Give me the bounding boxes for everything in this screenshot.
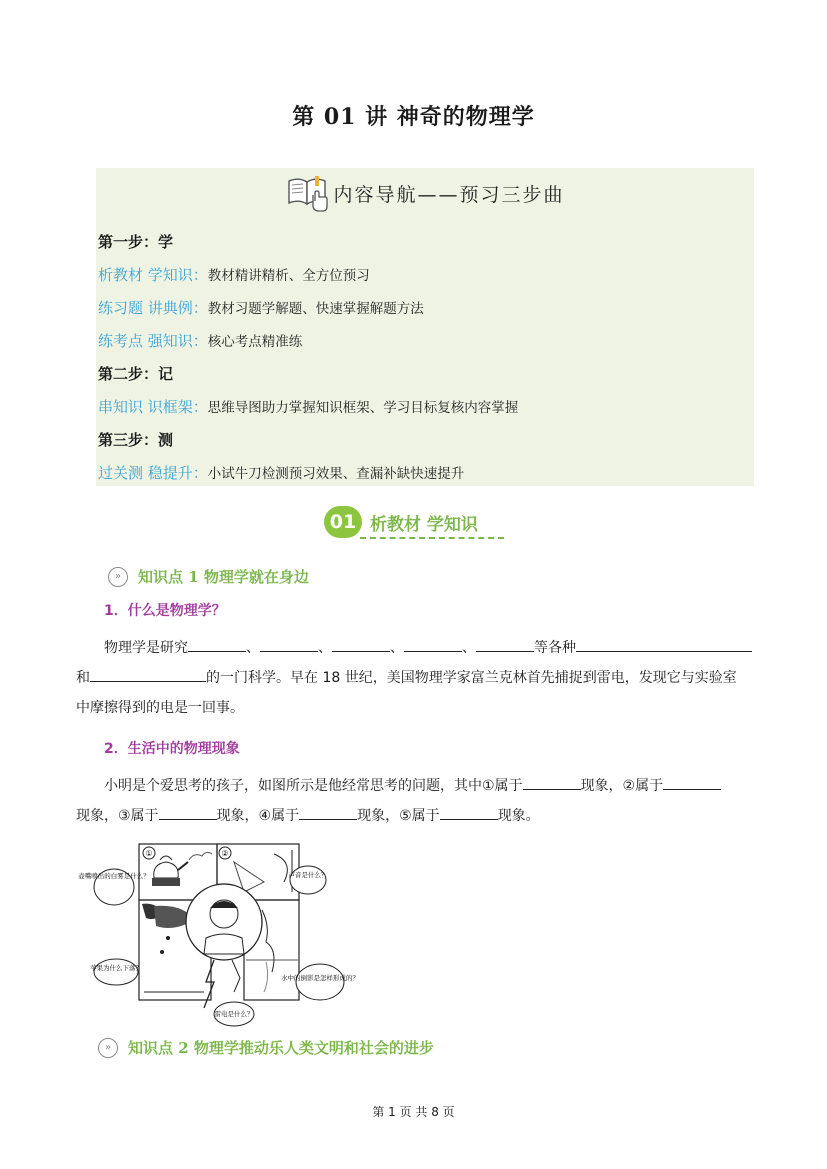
- text-segment: 中摩擦得到的电是一回事。: [76, 700, 244, 716]
- knowledge-point-2-title: 知识点 2 物理学推动乐人类文明和社会的进步: [128, 1039, 434, 1057]
- text-separator: 、: [462, 640, 476, 656]
- text-segment: 现象，⑤属于: [357, 808, 440, 824]
- figure-question-2: 声音是什么？: [288, 871, 328, 879]
- text-segment: 物理学是研究: [104, 640, 188, 656]
- step-1-label: 第一步：学: [98, 233, 174, 251]
- blank: [260, 637, 318, 652]
- text-segment: 小明是个爱思考的孩子，如图所示是他经常思考的问题，其中①属于: [104, 778, 523, 794]
- blank: [404, 637, 462, 652]
- nav-item-5-desc: 小试牛刀检测预习效果、查漏补缺快速提升: [207, 466, 465, 482]
- nav-item-1: [98, 265, 370, 286]
- double-chevron-icon: »: [108, 567, 128, 587]
- nav-item-3-label: 练考点 强知识：: [98, 332, 208, 350]
- book-pointer-icon: [285, 173, 331, 213]
- blank: [299, 805, 357, 820]
- section-underline: [360, 537, 504, 539]
- page-title: 第 01 讲 神奇的物理学: [292, 104, 535, 130]
- subheading-physics-in-life: 2．生活中的物理现象: [104, 741, 240, 757]
- nav-item-3-desc: 核心考点精准练: [207, 334, 303, 350]
- page-footer: 第 1 页 共 8 页: [372, 1105, 455, 1119]
- figure-question-3: 苹果为什么下落？: [90, 964, 142, 972]
- nav-item-3: [98, 331, 302, 352]
- text-separator: 、: [318, 640, 332, 656]
- figure-number-1: ①: [145, 849, 153, 858]
- text-separator: 、: [246, 640, 260, 656]
- nav-item-2: [98, 298, 424, 319]
- text-segment: 现象，②属于: [580, 778, 664, 794]
- subheading-what-is-physics: 1．什么是物理学？: [104, 603, 226, 619]
- text-segment: 和: [76, 670, 90, 686]
- step-1-heading: [98, 232, 173, 253]
- blank: [332, 637, 390, 652]
- nav-item-5-label: 过关测 稳提升：: [98, 464, 208, 482]
- nav-item-2-desc: 教材习题学解题、快速掌握解题方法: [207, 301, 424, 317]
- physics-questions-illustration: [78, 842, 359, 1028]
- blank: [523, 775, 581, 790]
- text-segment: 现象，③属于: [76, 808, 159, 824]
- blank: [188, 637, 246, 652]
- blank: [159, 805, 217, 820]
- nav-item-5: [98, 463, 464, 484]
- nav-item-4: [98, 397, 518, 418]
- paragraph-physics-definition: [76, 633, 756, 723]
- section-title: 析教材 学知识: [370, 514, 478, 535]
- text-segment: 现象。: [497, 808, 540, 824]
- nav-item-2-label: 练习题 讲典例：: [98, 299, 208, 317]
- text-segment: 等各种: [534, 640, 576, 656]
- section-number: 01: [324, 506, 362, 538]
- knowledge-point-1-heading: [108, 566, 309, 587]
- step-3-label: 第三步：测: [98, 431, 174, 449]
- blank: [663, 775, 721, 790]
- blank: [90, 667, 206, 682]
- knowledge-point-2-heading: [98, 1037, 434, 1058]
- figure-question-1: 壶嘴喷出的白雾是什么？: [78, 872, 150, 880]
- nav-item-4-desc: 思维导图助力掌握知识框架、学习目标复核内容掌握: [207, 400, 519, 416]
- double-chevron-icon: »: [98, 1038, 118, 1058]
- nav-title: 内容导航——预习三步曲: [333, 183, 565, 206]
- step-3-heading: [98, 430, 173, 451]
- text-separator: 、: [390, 640, 404, 656]
- nav-header: [96, 174, 754, 212]
- content-navigation-box: [96, 168, 754, 486]
- text-segment: 现象，④属于: [216, 808, 300, 824]
- blank: [440, 805, 498, 820]
- knowledge-point-1-title: 知识点 1 物理学就在身边: [138, 568, 309, 586]
- figure-question-5: 雷电是什么？: [214, 1010, 254, 1018]
- figure-question-4: 水中的倒影是怎样形成的？: [281, 974, 359, 982]
- step-2-label: 第二步：记: [98, 365, 174, 383]
- text-segment: 的一门科学。早在 18 世纪，美国物理学家富兰克林首先捕捉到雷电，发现它与实验室: [206, 670, 737, 686]
- nav-item-1-desc: 教材精讲精析、全方位预习: [207, 268, 370, 284]
- step-2-heading: [98, 364, 173, 385]
- blank: [576, 637, 752, 652]
- figure-number-2: ②: [221, 849, 229, 858]
- blank: [476, 637, 534, 652]
- nav-item-1-label: 析教材 学知识：: [98, 266, 208, 284]
- section-badge: [324, 505, 478, 539]
- paragraph-phenomena-question: [76, 771, 756, 831]
- nav-item-4-label: 串知识 识框架：: [98, 398, 208, 416]
